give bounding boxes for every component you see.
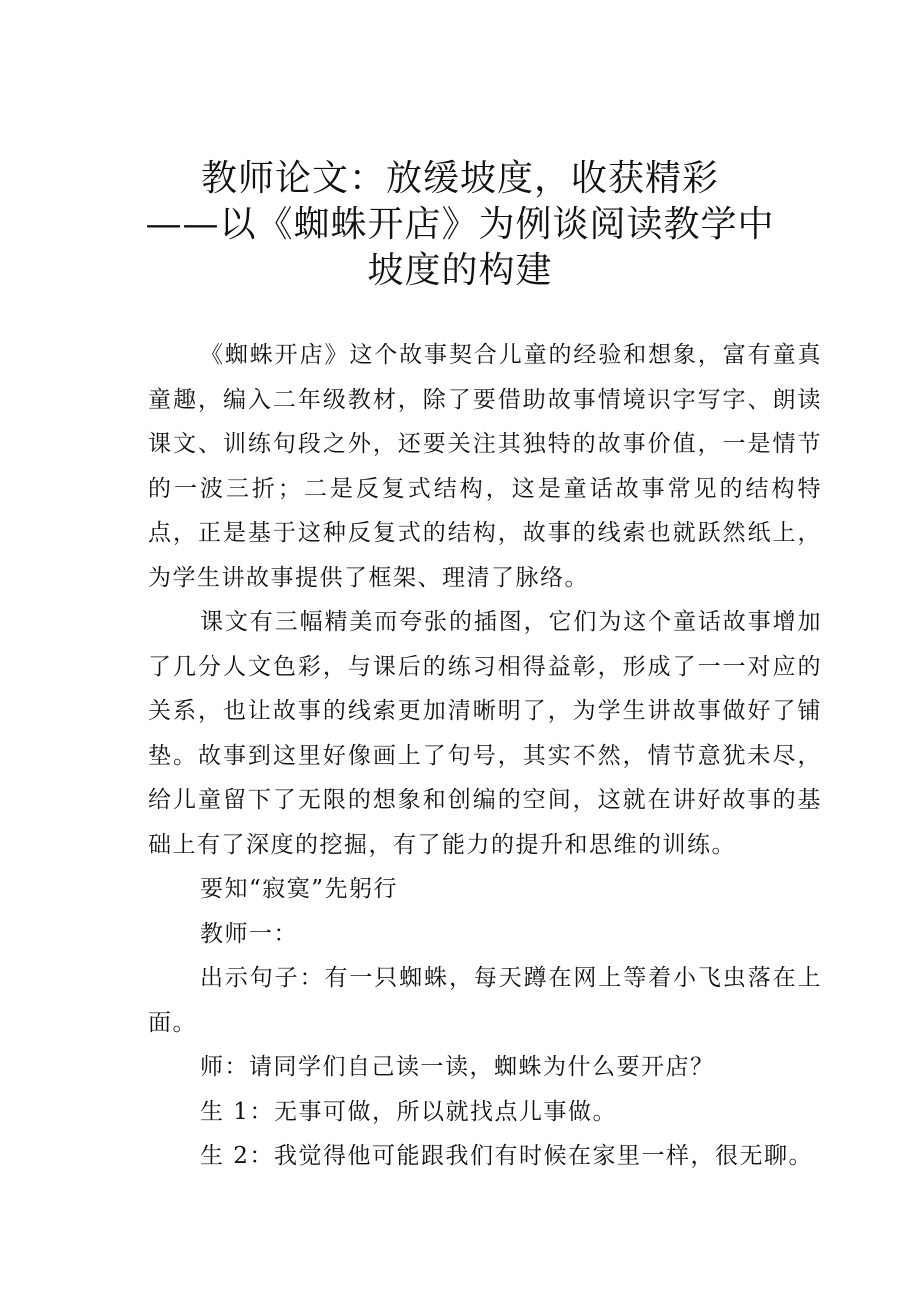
dialogue-line: 生 1：无事可做，所以就找点儿事做。 — [200, 1098, 617, 1125]
title-line-3: 坡度的构建 — [367, 250, 553, 291]
dialogue-line: 出示句子：有一只蜘蛛，每天蹲在网上等着小飞虫落在上面。 — [148, 965, 822, 1036]
document-title — [0, 156, 920, 294]
teacher-label: 教师一： — [200, 920, 298, 947]
dialogue-line: 生 2：我觉得他可能跟我们有时候在家里一样，很无聊。 — [200, 1143, 813, 1169]
dialogue-line: 师：请同学们自己读一读，蜘蛛为什么要开店？ — [200, 1054, 715, 1080]
paragraph-2: 课文有三幅精美而夸张的插图，它们为这个童话故事增加了几分人文色彩，与课后的练习相得益彰，形成了一一对应的关系，也让故事的线索更加清晰明了，为学生讲故事做好了铺垫。故事到这里好像画上了句号，其实不然，情节意犹未尽，给儿童留下了无限的想象和创编的空间，这就在讲好故事的基础上有了深度的挖掘，有了能力的提升和思维的训练。 — [148, 609, 822, 858]
paragraph-1: 《蜘蛛开店》这个故事契合儿童的经验和想象，富有童真童趣，编入二年级教材，除了要借助故事情境识字写字、朗读课文、训练句段之外，还要关注其独特的故事价值，一是情节的一波三折；二是反复式结构，这是童话故事常见的结构特点，正是基于这种反复式的结构，故事的线索也就跃然纸上，为学生讲故事提供了框架、理清了脉络。 — [148, 342, 822, 591]
title-line-2: ——以《蜘蛛开店》为例谈阅读教学中 — [145, 204, 775, 245]
section-heading: 要知“寂寞”先躬行 — [200, 876, 399, 902]
document-body — [148, 333, 822, 1179]
title-line-1: 教师论文：放缓坡度，收获精彩 — [200, 158, 719, 199]
